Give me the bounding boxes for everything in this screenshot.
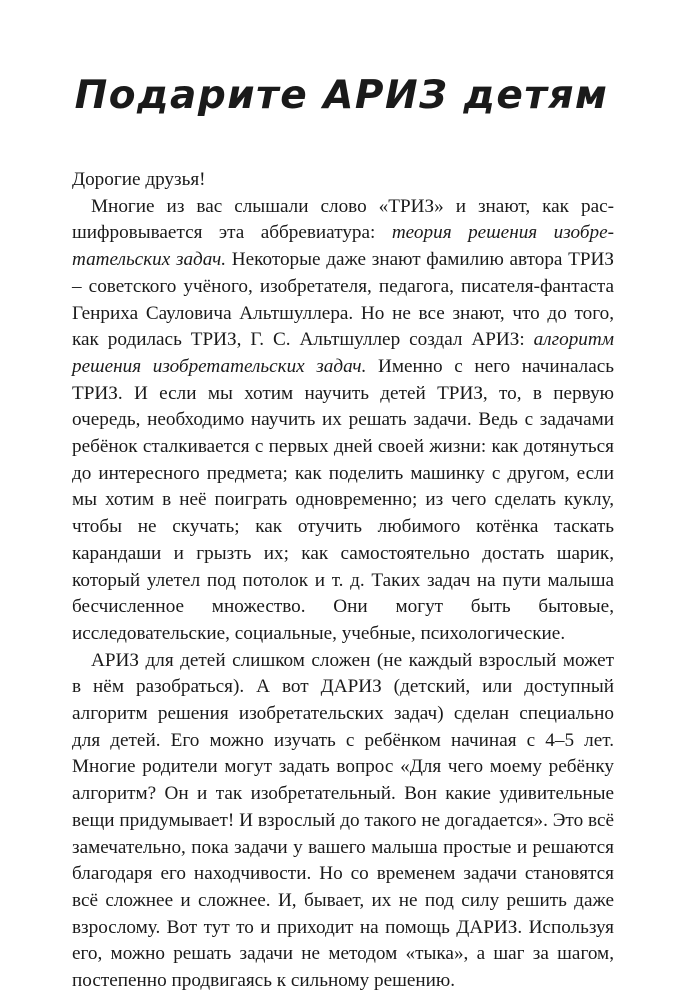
paragraph-1-text-1: Многие из вас слышали слово «ТРИЗ» и знают, как расшифровывается эта аббревиатура: (72, 195, 614, 244)
body-text (72, 167, 614, 995)
paragraph-1-italic-2: алгоритм решения изобретательских задач. (72, 329, 614, 377)
paragraph-2: АРИЗ для детей слишком сложен (не каждый взрослый может в нём разобраться). А вот ДАРИЗ (детский, или доступный алгоритм решения изобретательских задач) сделан специально для детей. Его можно изучать с ребёнком начиная с 4–5 лет. Многие родители могут задать вопрос «Для чего моему ребёнку алгоритм? Он и так изобретательный. Вон какие удивительные вещи придумывает! И взрослый до такого не догадается». Это всё замечательно, пока задачи у вашего малыша простые и решаются благодаря его находчивости. Но со временем задачи становятся всё сложнее и сложнее. И, бывает, их не под силу решить даже взрослому. Вот тут то и приходит на помощь ДАРИЗ. Используя его, можно решать задачи не методом «тыка», а шаг за шагом, постепенно продвигаясь к сильному решению. (72, 649, 614, 992)
paragraph-1-text-2: Некоторые даже знают фамилию автора ТРИЗ – советского учёного, изобретателя, педагога, писателя-фантаста Генриха Сауловича Альтшуллера. Но не все знают, что до того, как родилась ТРИЗ, Г. С. Альтшуллер создал АРИЗ: (72, 249, 615, 351)
greeting: Дорогие друзья! (72, 169, 206, 190)
paragraph-1-text-3: Именно с него начиналась ТРИЗ. И если мы хотим научить детей ТРИЗ, то, в первую очередь, необходимо научить их решать задачи. Ведь с задачами ребёнок сталкивается с первых дней своей жизни: как дотянуться до интересного предмета; как поделить машинку с другом, если мы хотим в неё поиграть одновременно; из чего сделать куклу, чтобы не скучать; как отучить любимого котёнка таскать карандаши и грызть их; как самостоятельно достать шарик, который улетел под потолок и т. д. Таких задач на пути малыша бесчисленное множество. Они могут быть бытовые, исследовательские, социальные, учебные, психологические. (72, 355, 614, 644)
page-title: Подарите АРИЗ детям (74, 73, 609, 118)
paragraph-1-italic-1: теория решения изобретательских задач. (72, 222, 614, 271)
paragraph-1 (72, 194, 614, 648)
